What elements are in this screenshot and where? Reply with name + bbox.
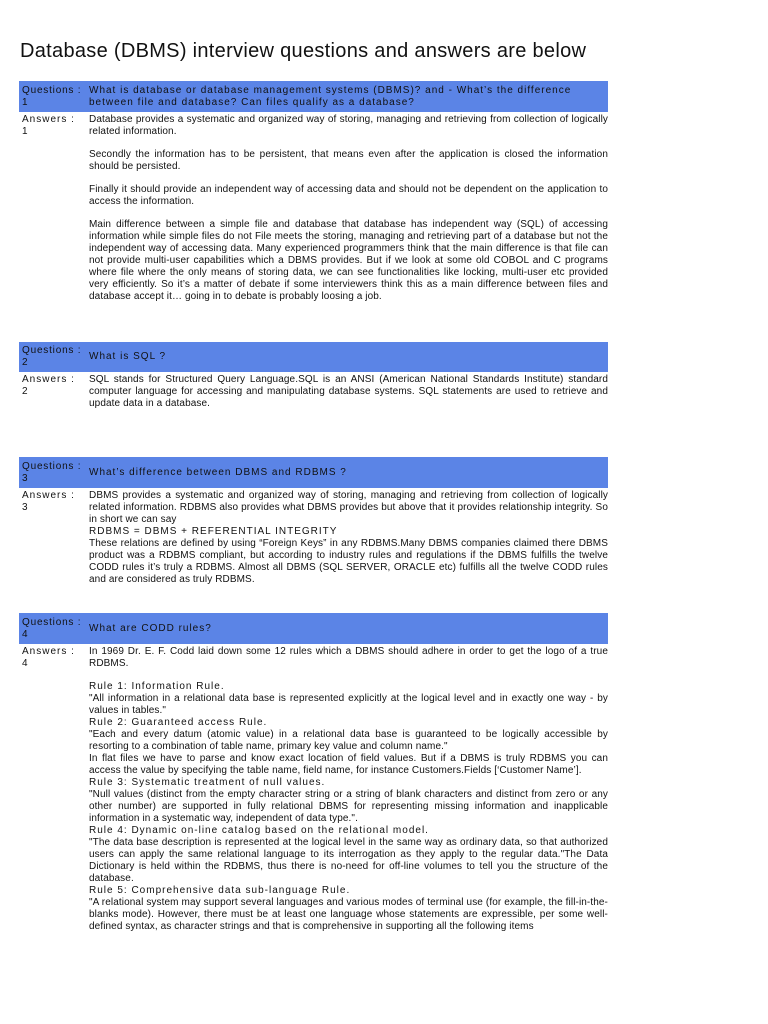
answer-body-3 [85,488,608,586]
question-label-4: Questions : 4 [22,616,82,640]
answer-row-2 [19,372,608,410]
rule-heading: Rule 2: Guaranteed access Rule. [89,717,268,728]
rule-heading: Rule 4: Dynamic on-line catalog based on the relational model. [89,825,429,836]
qa-block-4 [19,613,608,933]
answer-label-3: Answers : 3 [22,490,75,513]
rule-text: "Null values (distinct from the empty character string or a string of blank characters and distinct from zero or any other number) are supported in fully relational DBMS for representing missing information and inapplicable information in a systematic way, independent of data type.". [89,789,608,824]
question-label-1: Questions : 1 [22,84,82,108]
answer-paragraph: Finally it should provide an independent way of accessing data and should not be dependent on the application to access the information. [89,184,608,207]
rule-text: "The data base description is represented at the logical level in the same way as ordinary data, so that authorized users can apply the same relational language to its interrogation as they apply to the regular data."The Data Dictionary is held within the RDBMS, thus there is no-need for off-line volumes to tell you the structure of the database. [89,837,608,884]
answer-body-1 [85,112,608,303]
answer-paragraph: Database provides a systematic and organized way of storing, managing and retrieving from collection of logically related information. [89,114,608,137]
qa-block-2 [19,342,608,410]
answer-body-2 [85,372,608,410]
rule-text: "A relational system may support several languages and various modes of terminal use (for example, the fill-in-the-blanks mode). However, there must be at least one language whose statements are expressible, per some well-defined syntax, as character strings and that is comprehensive in supporting all the following items [89,897,608,932]
rdbms-formula: RDBMS = DBMS + REFERENTIAL INTEGRITY [89,526,338,537]
answer-label-2: Answers : 2 [22,374,75,397]
answer-row-4 [19,644,608,933]
question-text-3: What’s difference between DBMS and RDBMS ? [89,466,347,478]
rule-text: "Each and every datum (atomic value) in a relational data base is guaranteed to be logically accessible by resorting to a combination of table name, primary key value and column name." [89,729,608,752]
answer-label-1: Answers : 1 [22,114,75,137]
rule-heading: Rule 5: Comprehensive data sub-language Rule. [89,885,351,896]
answer-paragraph: DBMS provides a systematic and organized way of storing, managing and retrieving from collection of logically related information. RDBMS also provides what DBMS provides but above that it provides relationship integrity. So in short we can say [89,490,608,525]
question-label-2: Questions : 2 [22,345,82,368]
question-row-2 [19,342,608,372]
page-title: Database (DBMS) interview questions and answers are below [20,40,587,62]
answer-paragraph: Secondly the information has to be persistent, that means even after the application is closed the information should be persisted. [89,149,608,172]
answer-paragraph: These relations are defined by using “Foreign Keys” in any RDBMS.Many DBMS companies claimed there DBMS product was a RDBMS compliant, but according to industry rules and regulations if the DBMS fulfills the twelve CODD rules it’s truly a RDBMS. Almost all DBMS (SQL SERVER, ORACLE etc) fulfills all the twelve CODD rules and are considered as truly RDBMS. [89,538,608,585]
question-text-4: What are CODD rules? [89,622,212,634]
answer-paragraph: SQL stands for Structured Query Language.SQL is an ANSI (American National Standards Institute) standard computer language for accessing and manipulating database systems. SQL statements are used to retrieve and update data in a database. [89,374,608,409]
answer-paragraph: In 1969 Dr. E. F. Codd laid down some 12 rules which a DBMS should adhere in order to get the logo of a true RDBMS. [89,646,608,669]
question-label-3: Questions : 3 [22,460,82,484]
question-row-4 [19,613,608,644]
answer-label-4: Answers : 4 [22,646,75,669]
question-row-1 [19,81,608,112]
answer-row-1 [19,112,608,303]
rule-text: In flat files we have to parse and know exact location of field values. But if a DBMS is truly RDBMS you can access the value by specifying the table name, field name, for instance Customers.Fields [‘Customer Name’]. [89,753,608,776]
rule-heading: Rule 1: Information Rule. [89,681,225,692]
question-text-1: What is database or database management systems (DBMS)? and - What’s the difference between file and database? Can files qualify as a database? [89,84,572,108]
rule-heading: Rule 3: Systematic treatment of null values. [89,777,326,788]
answer-body-4 [85,644,608,933]
rule-text: "All information in a relational data base is represented explicitly at the logical level and in exactly one way - by values in tables." [89,693,608,716]
answer-row-3 [19,488,608,586]
question-row-3 [19,457,608,488]
qa-block-1 [19,81,608,303]
question-text-2: What is SQL ? [89,351,167,362]
qa-block-3 [19,457,608,586]
answer-paragraph: Main difference between a simple file and database that database has independent way (SQL) of accessing information while simple files do not File meets the storing, managing and retrieving part of a database but not the independent way of accessing data. Many experienced programmers think that the main difference is that file can not provide multi-user capabilities which a DBMS provides. But if we look at some old COBOL and C programs where file where the only means of storing data, we can see functionalities like locking, multi-user etc provided very efficiently. So it’s a matter of debate if some interviewers think this as a main difference between files and database accept it… going in to debate is probably loosing a job. [89,219,608,302]
